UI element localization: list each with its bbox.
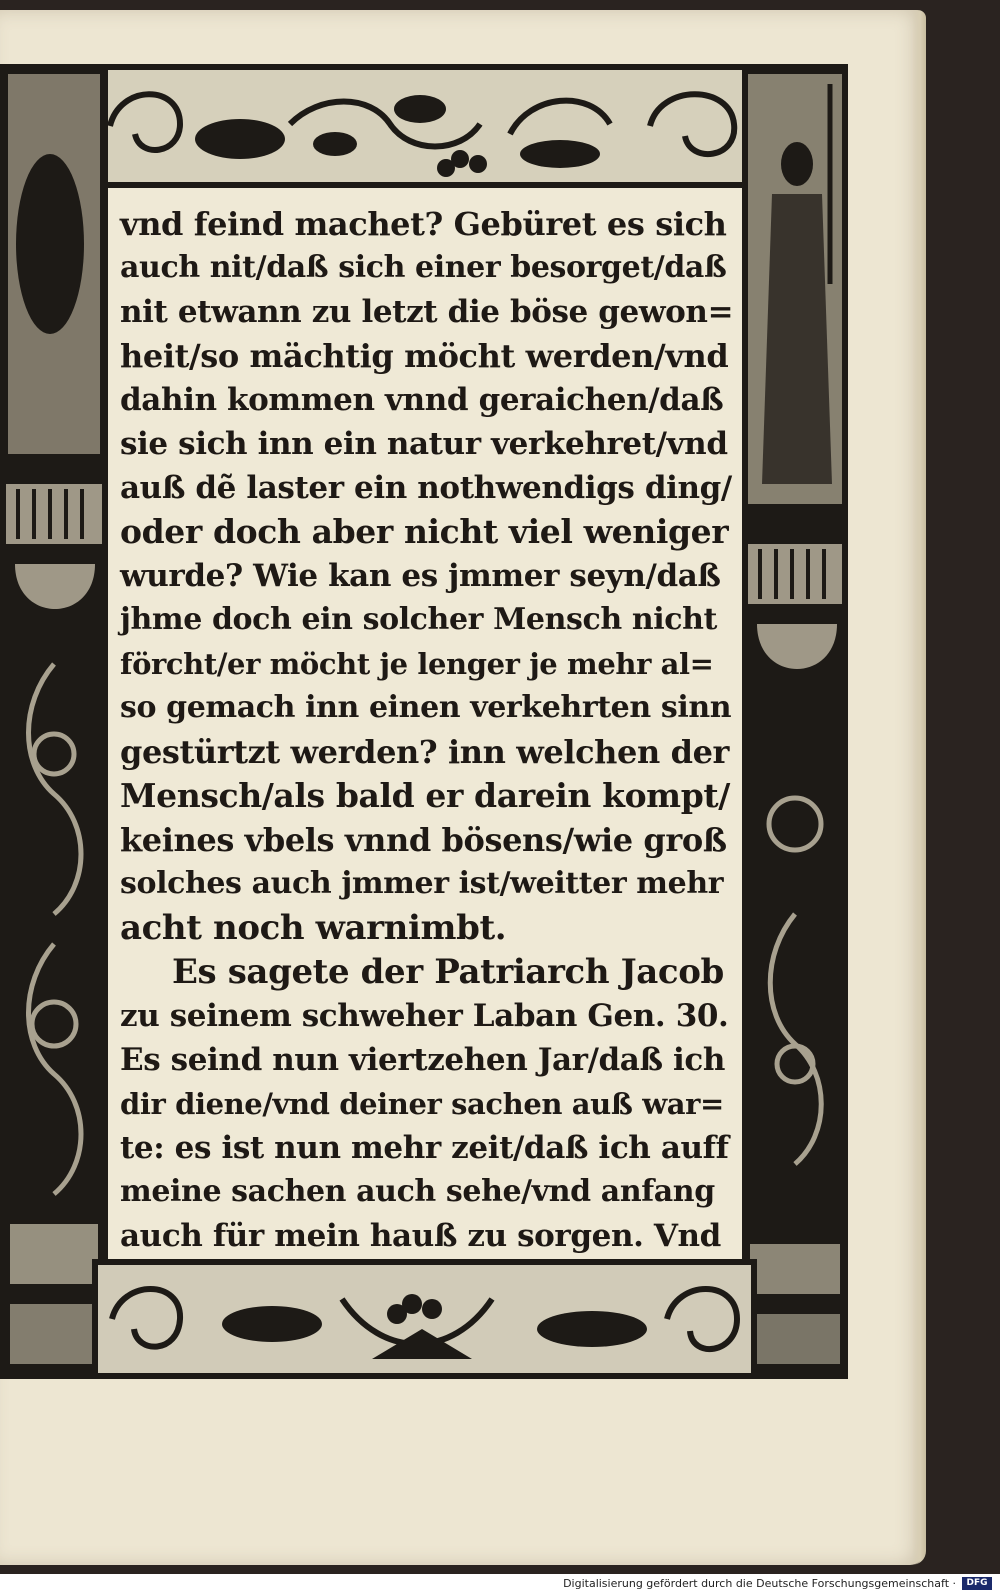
- woodcut-border-left: [0, 64, 108, 1379]
- text-line: acht noch warnimbt.: [120, 908, 507, 948]
- dfg-logo: DFG: [962, 1577, 992, 1590]
- text-line: sie sich inn ein natur verkehret/vnd: [120, 426, 728, 462]
- text-line: Es sagete der Patriarch Jacob: [172, 952, 724, 992]
- text-line: Mensch/als bald er darein kompt/: [120, 776, 730, 815]
- woodcut-border-right: [742, 64, 848, 1379]
- funding-credit: Digitalisierung gefördert durch die Deutsche Forschungsgemeinschaft ·: [563, 1577, 956, 1590]
- text-line: meine sachen auch sehe/vnd anfang: [120, 1174, 715, 1209]
- text-line: heit/so mächtig möcht werden/vnd: [120, 337, 729, 375]
- text-line: jhme doch ein solcher Mensch nicht: [120, 602, 717, 637]
- text-line: dahin kommen vnnd geraichen/daß: [120, 382, 724, 418]
- text-line: förcht/er möcht je lenger je mehr al=: [120, 647, 714, 681]
- text-line: auch für mein hauß zu sorgen. Vnd: [120, 1218, 721, 1254]
- text-line: wurde? Wie kan es jmmer seyn/daß: [120, 558, 721, 594]
- text-line: oder doch aber nicht viel weniger: [120, 512, 729, 551]
- text-line: zu seinem schweher Laban Gen. 30.: [120, 998, 729, 1034]
- woodcut-border-bottom: [92, 1259, 757, 1379]
- page-edge: [912, 10, 926, 1565]
- footer-bar: [0, 1574, 1000, 1594]
- text-line: keines vbels vnnd bösens/wie groß: [120, 821, 727, 859]
- woodcut-border-top: [90, 64, 754, 188]
- text-line: gestürtzt werden? inn welchen der: [120, 733, 729, 771]
- text-line: Es seind nun viertzehen Jar/daß ich: [120, 1042, 726, 1078]
- text-block: [108, 188, 742, 1259]
- text-line: dir diene/vnd deiner sachen auß war=: [120, 1087, 724, 1121]
- text-line: te: es ist nun mehr zeit/daß ich auff: [120, 1130, 729, 1166]
- text-line: auch nit/daß sich einer besorget/daß: [120, 250, 727, 285]
- book-page: [0, 10, 924, 1565]
- text-line: vnd feind machet? Gebüret es sich: [120, 205, 727, 243]
- text-line: auß dẽ laster ein nothwendigs ding/: [120, 470, 732, 506]
- text-line: solches auch jmmer ist/weitter mehr: [120, 866, 724, 901]
- text-line: nit etwann zu letzt die böse gewon=: [120, 294, 734, 330]
- text-line: so gemach inn einen verkehrten sinn: [120, 690, 732, 725]
